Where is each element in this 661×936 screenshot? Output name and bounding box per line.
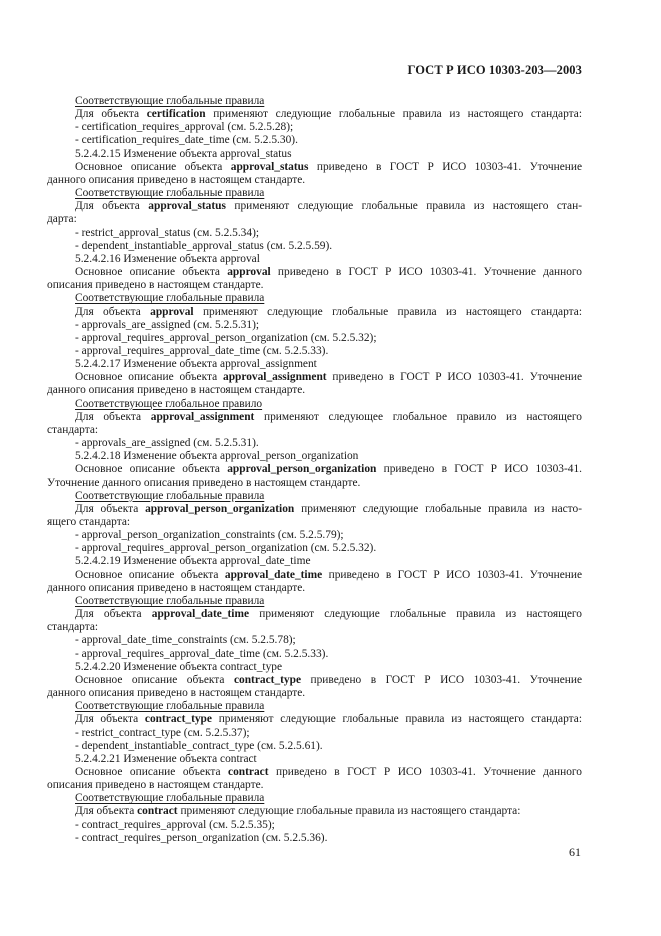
text-run: Для объекта	[75, 305, 151, 318]
text-run: Соответствующие глобальные правила	[75, 95, 265, 107]
section-subheading	[47, 792, 582, 805]
text-line	[47, 161, 582, 174]
text-line	[47, 529, 582, 542]
text-line	[47, 477, 582, 490]
text-run: - approvals_are_assigned (см. 5.2.5.31).	[75, 437, 259, 450]
entity-name: approval_assignment	[223, 371, 327, 384]
text-run: - approval_requires_approval_date_time (см. 5.2.5.33).	[75, 344, 329, 357]
text-run: приведено в ГОСТ Р ИСО 10303-41. Уточнение	[308, 160, 582, 173]
entity-name: approval_person_organization	[145, 502, 295, 515]
text-run: 5.2.4.2.16 Изменение объекта approval	[75, 252, 260, 265]
text-run: - dependent_instantiable_contract_type (см. 5.2.5.61).	[75, 739, 323, 752]
text-run: приведено в ГОСТ Р ИСО 10303-41. Уточнение данного	[270, 266, 582, 279]
text-run: - approval_person_organization_constraints (см. 5.2.5.79);	[75, 529, 344, 542]
text-line	[47, 582, 582, 595]
text-line	[47, 437, 582, 450]
entity-name: approval_date_time	[151, 608, 250, 621]
text-line	[47, 555, 582, 568]
text-line	[47, 542, 582, 555]
text-run: данного описания приведено в настоящем стандарте.	[47, 581, 306, 594]
text-line	[47, 674, 582, 687]
text-run: применяют следующие глобальные правила из настоящего стандарта:	[193, 305, 582, 318]
page-header-title: ГОСТ Р ИСО 10303-203—2003	[407, 63, 582, 77]
entity-name: certification	[146, 108, 206, 121]
text-line	[47, 200, 582, 213]
entity-name: approval_date_time	[224, 568, 323, 581]
section-subheading	[47, 95, 582, 108]
text-run: Основное описание объекта	[75, 765, 229, 778]
text-run: 5.2.4.2.15 Изменение объекта approval_status	[75, 147, 292, 160]
text-line	[47, 121, 582, 134]
section-subheading	[47, 292, 582, 305]
text-run: - approval_requires_approval_date_time (см. 5.2.5.33).	[75, 647, 329, 660]
text-run: Для объекта	[75, 608, 152, 621]
text-run: ящего стандарта:	[47, 516, 131, 528]
text-line	[47, 753, 582, 766]
text-line	[47, 345, 582, 358]
text-run: данного описания приведено в настоящем стандарте.	[47, 384, 306, 397]
text-run: - restrict_contract_type (см. 5.2.5.37);	[75, 726, 250, 739]
document-body	[47, 95, 582, 845]
text-run: Для объекта	[75, 502, 146, 515]
text-line	[47, 358, 582, 371]
text-line	[47, 661, 582, 674]
text-run: Соответствующее глобальное правило	[75, 397, 263, 410]
text-line	[47, 766, 582, 779]
text-run: Основное описание объекта	[75, 568, 225, 581]
text-run: Основное описание объекта	[75, 371, 223, 384]
text-line	[47, 779, 582, 792]
section-subheading	[47, 187, 582, 200]
text-run: Соответствующие глобальные правила	[75, 700, 265, 713]
section-subheading	[47, 700, 582, 713]
text-run: дарта:	[47, 213, 77, 226]
text-run: применяют следующие глобальные правила из настоящего	[249, 608, 582, 621]
text-run: Для объекта	[75, 805, 138, 818]
text-run: 5.2.4.2.17 Изменение объекта approval_assignment	[75, 358, 317, 371]
text-run: - approval_date_time_constraints (см. 5.2.5.78);	[75, 634, 296, 647]
text-line	[47, 332, 582, 345]
text-run: применяют следующее глобальное правило из настоящего	[254, 410, 582, 423]
text-run: приведено в ГОСТ Р ИСО 10303-41.	[376, 463, 583, 476]
text-line	[47, 727, 582, 740]
text-run: стандарта:	[47, 423, 99, 436]
text-run: Для объекта	[75, 410, 151, 423]
entity-name: approval_person_organization	[227, 463, 377, 476]
text-run: Соответствующие глобальные правила	[75, 292, 265, 305]
text-run: - certification_requires_approval (см. 5.2.5.28);	[75, 121, 294, 134]
text-line	[47, 148, 582, 161]
text-run: приведено в ГОСТ Р ИСО 10303-41. Уточнение	[301, 673, 583, 686]
text-line	[47, 279, 582, 292]
text-run: - certification_requires_date_time (см. 5.2.5.30).	[75, 134, 298, 147]
text-run: Для объекта	[75, 108, 147, 121]
text-line	[47, 805, 582, 818]
text-run: описания приведено в настоящем стандарте.	[47, 779, 264, 792]
page-number: 61	[569, 845, 581, 859]
text-run: - approval_requires_approval_person_organization (см. 5.2.5.32);	[75, 331, 377, 344]
entity-name: approval_status	[148, 200, 226, 213]
text-line	[47, 819, 582, 832]
text-run: приведено в ГОСТ Р ИСО 10303-41. Уточнение	[322, 568, 583, 581]
text-run: Уточнение данного описания приведено в настоящем стандарте.	[47, 476, 361, 489]
text-line	[47, 424, 582, 437]
text-run: 5.2.4.2.19 Изменение объекта approval_date_time	[75, 555, 311, 568]
section-subheading	[47, 595, 582, 608]
text-line	[47, 450, 582, 463]
section-subheading	[47, 398, 582, 411]
text-run: применяют следующие глобальные правила из настоящего стандарта:	[211, 713, 582, 726]
text-run: Соответствующие глобальные правила	[75, 792, 265, 805]
text-line	[47, 687, 582, 700]
text-run: Для объекта	[75, 200, 149, 213]
text-run: применяют следующие глобальные правила из насто-	[294, 502, 582, 515]
text-line	[47, 108, 582, 121]
text-run: 5.2.4.2.18 Изменение объекта approval_person_organization	[75, 450, 359, 463]
text-line	[47, 634, 582, 647]
text-line	[47, 319, 582, 332]
text-run: Соответствующие глобальные правила	[75, 594, 265, 607]
text-line	[47, 503, 582, 516]
text-run: - approvals_are_assigned (см. 5.2.5.31);	[75, 318, 260, 331]
text-line	[47, 832, 582, 845]
text-run: приведено в ГОСТ Р ИСО 10303-41. Уточнение данного	[268, 765, 582, 778]
text-line	[47, 621, 582, 634]
text-line	[47, 306, 582, 319]
entity-name: approval	[150, 305, 194, 318]
text-line	[47, 134, 582, 147]
section-subheading	[47, 490, 582, 503]
text-line	[47, 266, 582, 279]
text-run: данного описания приведено в настоящем стандарте.	[47, 687, 306, 700]
text-line	[47, 384, 582, 397]
text-run: Основное описание объекта	[75, 266, 228, 279]
text-line	[47, 227, 582, 240]
text-run: данного описания приведено в настоящем стандарте.	[47, 173, 306, 186]
text-run: - contract_requires_approval (см. 5.2.5.35);	[75, 818, 275, 831]
entity-name: contract_type	[144, 713, 212, 726]
text-run: применяют следующие глобальные правила из настоящего стан-	[225, 200, 582, 213]
text-run: приведено в ГОСТ Р ИСО 10303-41. Уточнение	[326, 371, 582, 384]
text-line	[47, 174, 582, 187]
entity-name: approval_assignment	[150, 410, 255, 423]
text-run: Основное описание объекта	[75, 673, 234, 686]
text-line	[47, 463, 582, 476]
text-run: применяют следующие глобальные правила из настоящего стандарта:	[177, 805, 521, 818]
text-line	[47, 240, 582, 253]
text-line	[47, 253, 582, 266]
text-run: Основное описание объекта	[75, 463, 228, 476]
text-run: применяют следующие глобальные правила из настоящего стандарта:	[205, 108, 582, 121]
entity-name: contract	[137, 805, 178, 818]
text-run: Соответствующие глобальные правила	[75, 489, 265, 502]
text-run: Основное описание объекта	[75, 160, 231, 173]
text-run: 5.2.4.2.21 Изменение объекта contract	[75, 752, 257, 765]
text-line	[47, 713, 582, 726]
text-run: стандарта:	[47, 621, 99, 634]
text-run: описания приведено в настоящем стандарте.	[47, 279, 264, 292]
entity-name: approval	[227, 266, 271, 279]
text-run: - approval_requires_approval_person_organization (см. 5.2.5.32).	[75, 542, 377, 555]
text-line	[47, 213, 582, 226]
text-line	[47, 569, 582, 582]
text-line	[47, 516, 582, 529]
entity-name: approval_status	[230, 160, 309, 173]
text-run: - restrict_approval_status (см. 5.2.5.34);	[75, 226, 260, 239]
text-run: Соответствующие глобальные правила	[75, 187, 265, 200]
entity-name: contract_type	[233, 673, 302, 686]
text-run: 5.2.4.2.20 Изменение объекта contract_type	[75, 660, 283, 673]
text-run: - contract_requires_person_organization (см. 5.2.5.36).	[75, 831, 328, 844]
text-run: - dependent_instantiable_approval_status (см. 5.2.5.59).	[75, 239, 333, 252]
entity-name: contract	[228, 765, 269, 778]
text-line	[47, 411, 582, 424]
text-line	[47, 740, 582, 753]
text-line	[47, 608, 582, 621]
text-run: Для объекта	[75, 713, 145, 726]
text-line	[47, 371, 582, 384]
text-line	[47, 648, 582, 661]
